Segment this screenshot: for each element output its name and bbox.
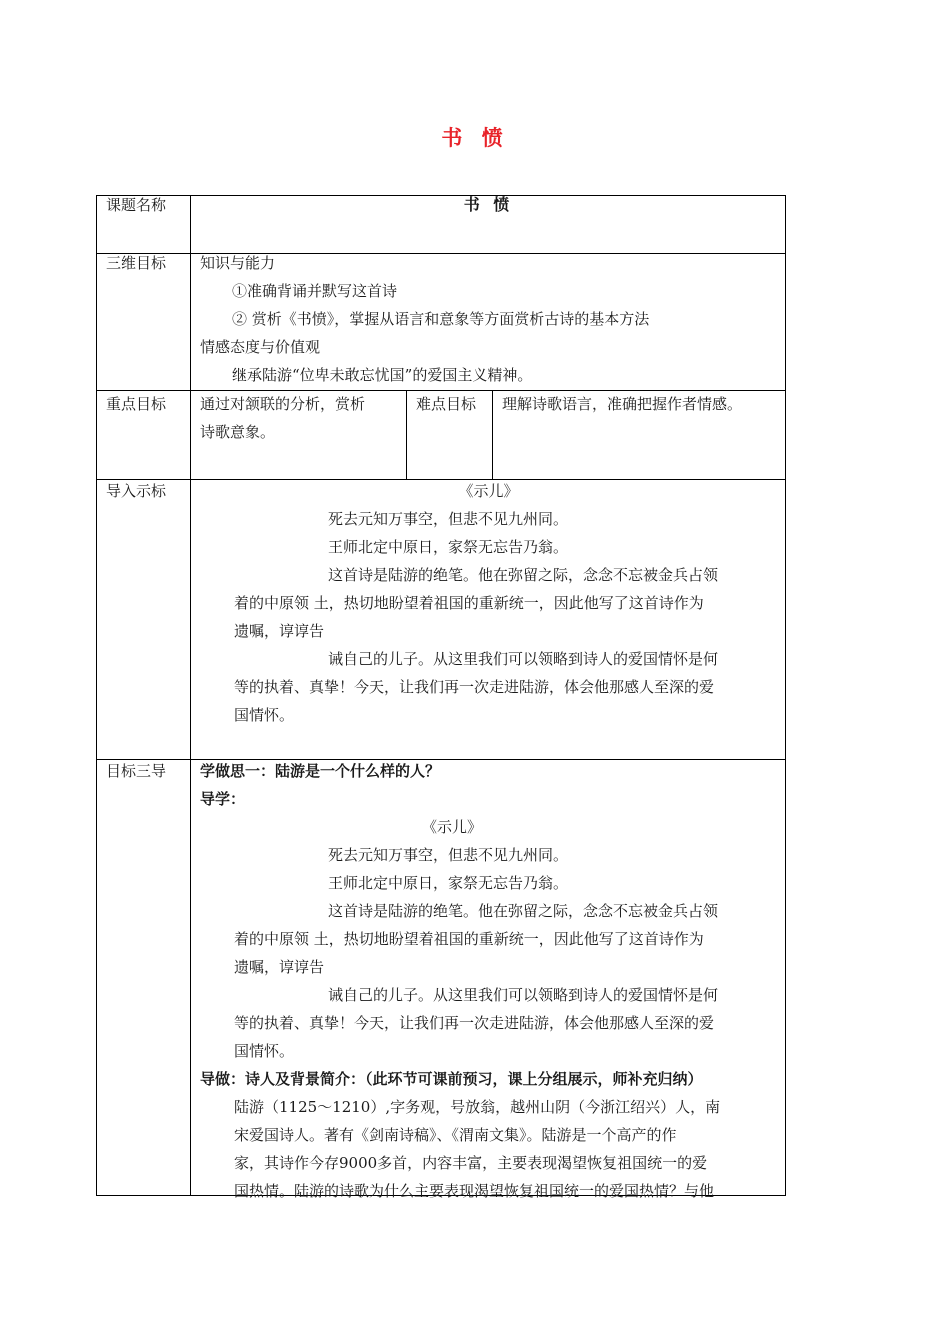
intro-verse-1: 死去元知万事空，但悲不见九州同。 <box>328 510 569 528</box>
goals-item-3: 继承陆游“位卑未敢忘忧国”的爱国主义精神。 <box>232 366 533 384</box>
guide-question: 学做思一：陆游是一个什么样的人？ <box>200 762 441 780</box>
lesson-label: 课题名称 <box>106 196 167 214</box>
difficulty-label: 难点目标 <box>416 395 477 413</box>
difficulty-text: 理解诗歌语言，准确把握作者情感。 <box>502 395 743 413</box>
guide-paragraph-line: 等的执着、真挚！今天，让我们再一次走进陆游，体会他那感人至深的爱 <box>234 1014 715 1032</box>
goals-heading-knowledge: 知识与能力 <box>200 254 276 272</box>
intro-paragraph-line: 等的执着、真挚！今天，让我们再一次走进陆游，体会他那感人至深的爱 <box>234 678 715 696</box>
guide-paragraph-line: 着的中原领 土，热切地盼望着祖国的重新统一，因此他写了这首诗作为 <box>234 930 704 948</box>
lesson-title: 书 愤 <box>463 195 514 214</box>
guide-paragraph-line: 这首诗是陆游的绝笔。他在弥留之际，念念不忘被金兵占领 <box>328 902 719 920</box>
guide-paragraph-line: 国情怀。 <box>234 1042 295 1060</box>
guide-daoxue: 导学： <box>200 790 246 808</box>
guide-daozuo-heading: 导做：诗人及背景简介：（此环节可课前预习，课上分组展示，师补充归纳） <box>200 1070 703 1088</box>
guide-background-line: 家，其诗作今存9000多首，内容丰富，主要表现渴望恢复祖国统一的爱 <box>234 1154 708 1172</box>
table-border-left <box>96 195 97 1196</box>
column-divider <box>492 390 493 480</box>
guide-background-line: 国热情。陆游的诗歌为什么主要表现渴望恢复祖国统一的爱国热情？与他 <box>234 1182 715 1200</box>
focus-text-line1: 通过对颔联的分析，赏析 <box>200 395 366 413</box>
guide-paragraph-line: 遗嘱，谆谆告 <box>234 958 325 976</box>
intro-poem-title: 《示儿》 <box>458 482 519 500</box>
guide-background-line: 宋爱国诗人。著有《剑南诗稿》、《渭南文集》。陆游是一个高产的作 <box>234 1126 677 1144</box>
intro-verse-2: 王师北定中原日，家祭无忘告乃翁。 <box>328 538 569 556</box>
goals-heading-attitude: 情感态度与价值观 <box>200 338 321 356</box>
lesson-plan-table <box>96 195 786 1200</box>
guide-poem-title: 《示儿》 <box>422 818 483 836</box>
table-border-right <box>785 195 786 1196</box>
intro-paragraph-line: 这首诗是陆游的绝笔。他在弥留之际，念念不忘被金兵占领 <box>328 566 719 584</box>
intro-paragraph-line: 遗嘱，谆谆告 <box>234 622 325 640</box>
focus-label: 重点目标 <box>106 395 167 413</box>
page-title: 书 愤 <box>441 126 509 150</box>
goals-label: 三维目标 <box>106 254 167 272</box>
focus-text-line2: 诗歌意象。 <box>200 423 276 441</box>
goals-item-2: ② 赏析《书愤》，掌握从语言和意象等方面赏析古诗的基本方法 <box>232 310 650 328</box>
guide-verse-1: 死去元知万事空，但悲不见九州同。 <box>328 846 569 864</box>
intro-paragraph-line: 诫自己的儿子。从这里我们可以领略到诗人的爱国情怀是何 <box>328 650 719 668</box>
intro-paragraph-line: 国情怀。 <box>234 706 295 724</box>
column-divider <box>190 195 191 1196</box>
intro-label: 导入示标 <box>106 482 167 500</box>
goals-item-1: ①准确背诵并默写这首诗 <box>232 282 398 300</box>
intro-paragraph-line: 着的中原领 土，热切地盼望着祖国的重新统一，因此他写了这首诗作为 <box>234 594 704 612</box>
column-divider <box>406 390 407 480</box>
guide-verse-2: 王师北定中原日，家祭无忘告乃翁。 <box>328 874 569 892</box>
guide-background-line: 陆游（1125～1210）,字务观，号放翁，越州山阴（今浙江绍兴）人，南 <box>234 1098 721 1116</box>
guide-paragraph-line: 诫自己的儿子。从这里我们可以领略到诗人的爱国情怀是何 <box>328 986 719 1004</box>
guide-label: 目标三导 <box>106 762 167 780</box>
